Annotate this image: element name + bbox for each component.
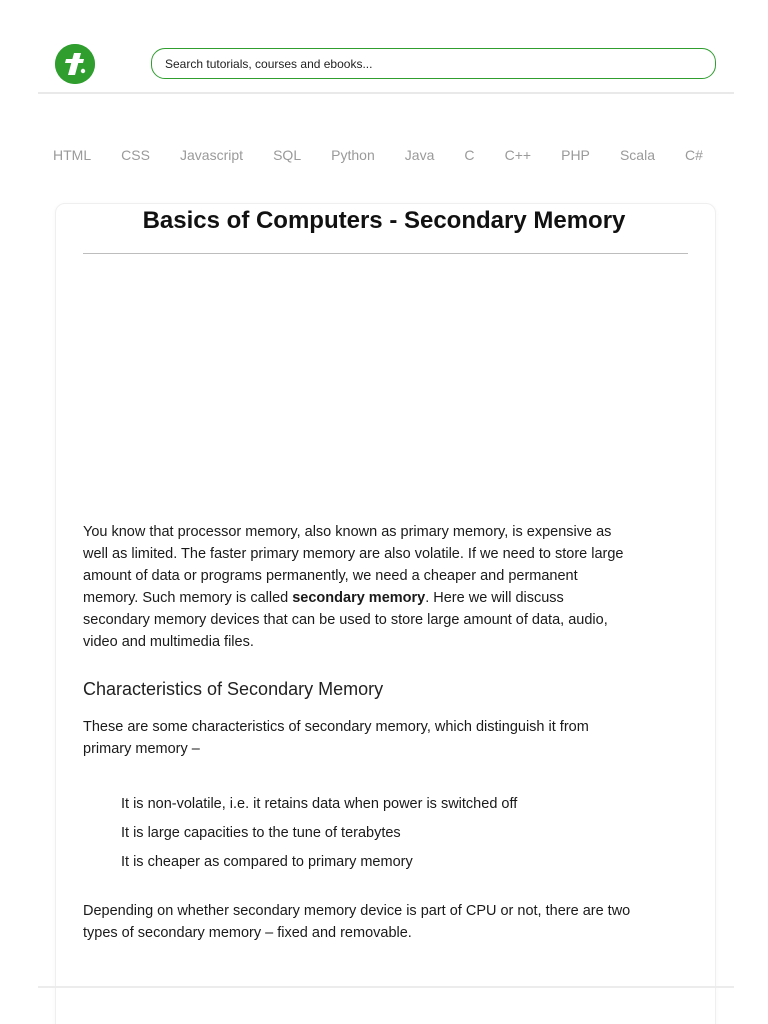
language-nav: [38, 143, 718, 167]
nav-item-html[interactable]: HTML: [53, 147, 92, 163]
site-header: [38, 33, 734, 94]
search-input[interactable]: [151, 48, 716, 79]
bottom-divider: [38, 986, 734, 988]
section-intro: These are some characteristics of secondary memory, which distinguish it from primary memory –: [83, 719, 589, 757]
nav-item-scala[interactable]: Scala: [619, 147, 655, 163]
nav-item-php[interactable]: PHP: [561, 147, 590, 163]
closing-paragraph: Depending on whether secondary memory device is part of CPU or not, there are two types of secondary memory – fixed and removable.: [83, 903, 631, 941]
nav-item-javascript[interactable]: Javascript: [180, 147, 244, 163]
nav-item-java[interactable]: Java: [404, 147, 435, 163]
list-item: It is large capacities to the tune of terabytes: [121, 825, 401, 841]
intro-bold-term: secondary memory: [292, 590, 426, 606]
section-heading: Characteristics of Secondary Memory: [83, 679, 384, 699]
intro-text-end: . Here we will discuss secondary memory devices that can be used to store large amount of data, audio, video and multimedia files.: [83, 590, 608, 650]
intro-paragraph: [83, 521, 631, 653]
ad-placeholder: [83, 265, 688, 505]
list-item: It is cheaper as compared to primary memory: [121, 854, 413, 870]
nav-item-cpp[interactable]: C++: [504, 147, 532, 163]
page-title: Basics of Computers - Secondary Memory: [142, 207, 626, 234]
list-item: It is non-volatile, i.e. it retains data when power is switched off: [121, 796, 518, 812]
tutorialspoint-logo-icon: [55, 44, 95, 84]
intro-text: You know that processor memory, also known as primary memory, is expensive as well as limited. The faster primary memory are also volatile. If we need to store large amount of data or programs permanently, we need a cheaper and permanent memory. Such memory is called: [83, 524, 624, 606]
nav-item-sql[interactable]: SQL: [273, 147, 302, 163]
site-logo[interactable]: [55, 44, 95, 84]
nav-item-css[interactable]: CSS: [121, 147, 150, 163]
nav-item-c[interactable]: C: [464, 147, 475, 163]
nav-item-python[interactable]: Python: [331, 147, 375, 163]
title-divider: [83, 253, 688, 254]
article-body: [83, 521, 631, 944]
characteristics-list: [121, 790, 631, 877]
nav-item-csharp[interactable]: C#: [685, 147, 703, 163]
